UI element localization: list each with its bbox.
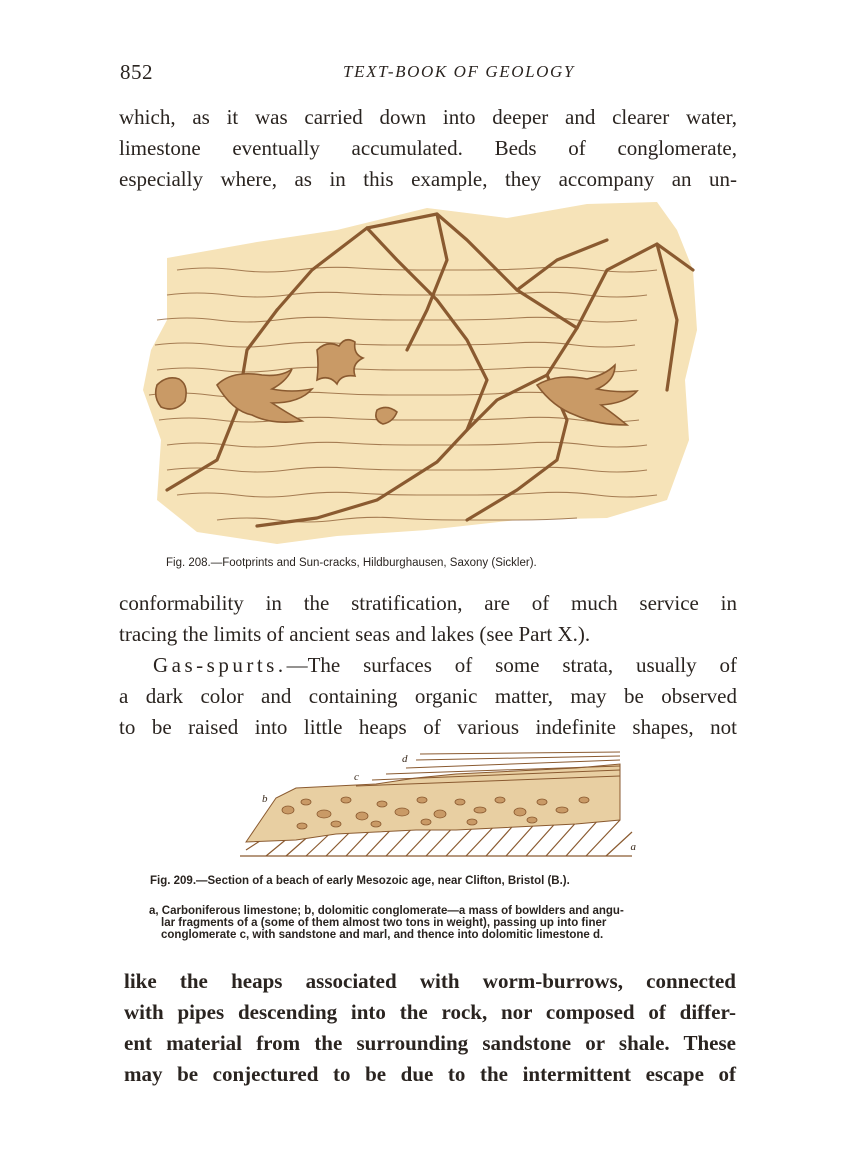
legend-line: lar fragments of a (some of them almost two tons in weight), passing up into finer bbox=[161, 917, 607, 929]
figure-209-illustration bbox=[236, 750, 636, 860]
paragraph-line: may be conjectured to be due to the intermittent escape of bbox=[124, 1062, 736, 1086]
figure-208-caption: Fig. 208.—Footprints and Sun-cracks, Hildburghausen, Saxony (Sickler). bbox=[166, 557, 537, 569]
page-header bbox=[120, 60, 738, 86]
paragraph-line: with pipes descending into the rock, nor composed of differ- bbox=[124, 1000, 736, 1024]
paragraph-line: like the heaps associated with worm-burrows, connected bbox=[124, 969, 736, 993]
label-b: b bbox=[262, 793, 268, 805]
paragraph-line: a dark color and containing organic matter, may be observed bbox=[119, 684, 737, 708]
paragraph-line: to be raised into little heaps of various indefinite shapes, not bbox=[119, 715, 737, 739]
paragraph-2 bbox=[119, 588, 737, 743]
figure-209-legend bbox=[149, 905, 737, 941]
paragraph-line bbox=[119, 650, 737, 681]
figure-208-illustration bbox=[137, 200, 699, 550]
figure-209-caption: Fig. 209.—Section of a beach of early Mesozoic age, near Clifton, Bristol (B.). bbox=[150, 875, 570, 887]
paragraph-1 bbox=[119, 102, 737, 195]
paragraph-line: conformability in the stratification, are of much service in bbox=[119, 591, 737, 615]
page-number: 852 bbox=[120, 60, 153, 84]
label-a: a bbox=[630, 841, 636, 853]
legend-line: a, Carboniferous limestone; b, dolomitic conglomerate—a mass of bowlders and angu- bbox=[149, 905, 624, 917]
paragraph-line: especially where, as in this example, they accompany an un- bbox=[119, 167, 737, 191]
legend-line: conglomerate c, with sandstone and marl, and thence into dolomitic limestone d. bbox=[161, 929, 604, 941]
paragraph-line: limestone eventually accumulated. Beds of conglomerate, bbox=[119, 136, 737, 160]
paragraph-line: tracing the limits of ancient seas and lakes (see Part X.). bbox=[119, 622, 591, 646]
paragraph-line: ent material from the surrounding sandstone or shale. These bbox=[124, 1031, 736, 1055]
label-d: d bbox=[402, 753, 408, 765]
running-title: TEXT-BOOK OF GEOLOGY bbox=[343, 62, 575, 81]
paragraph-line-rest: —The surfaces of some strata, usually of bbox=[286, 653, 737, 677]
paragraph-line: which, as it was carried down into deeper and clearer water, bbox=[119, 105, 737, 129]
label-c: c bbox=[354, 771, 359, 783]
paragraph-3 bbox=[124, 966, 736, 1090]
section-term: Gas-spurts. bbox=[153, 653, 287, 677]
